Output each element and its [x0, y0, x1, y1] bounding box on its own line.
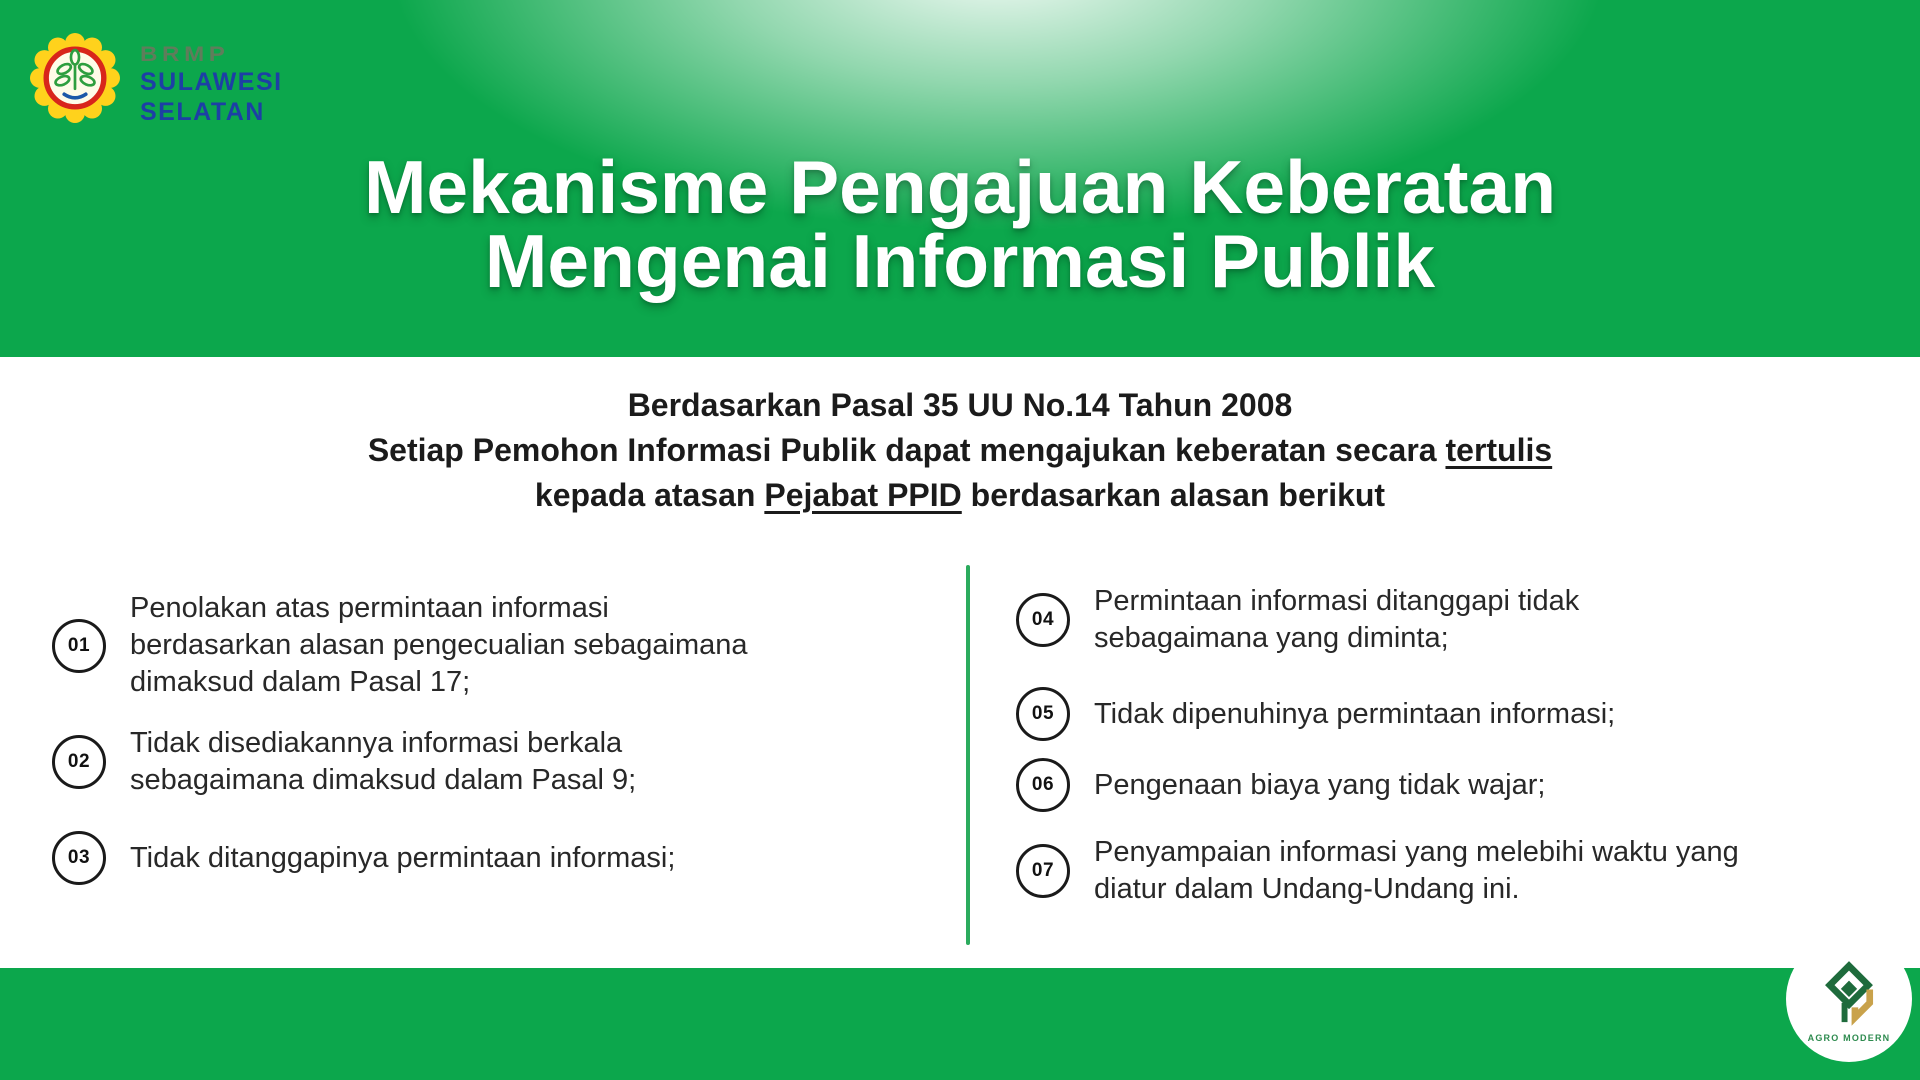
agro-modern-label: AGRO MODERN [1807, 1033, 1891, 1043]
number-badge: 02 [52, 735, 106, 789]
reason-text: Tidak ditanggapinya permintaan informasi; [130, 841, 676, 874]
legal-basis-line3-underlined: Pejabat PPID [764, 477, 962, 513]
list-item [1016, 687, 1754, 741]
ministry-flower-logo-icon [30, 32, 120, 124]
list-item [1016, 583, 1754, 657]
legal-basis-line3-post: berdasarkan alasan berikut [961, 477, 1386, 513]
list-item [52, 831, 770, 885]
footer-bar [0, 968, 1920, 1080]
number-badge: 04 [1016, 593, 1070, 647]
reason-text: Penyampaian informasi yang melebihi waktu yang diatur dalam Undang-Undang ini. [1094, 836, 1739, 905]
brand-region-line1: SULAWESI [140, 68, 283, 96]
number-badge: 03 [52, 831, 106, 885]
list-item [52, 590, 770, 701]
reason-text: Penolakan atas permintaan informasi berdasarkan alasan pengecualian sebagaimana dimaksud dalam Pasal 17; [130, 592, 748, 698]
legal-basis-line2 [0, 428, 1920, 473]
legal-basis-line1: Berdasarkan Pasal 35 UU No.14 Tahun 2008 [627, 387, 1293, 423]
page-title [0, 145, 1920, 303]
number-badge: 01 [52, 619, 106, 673]
legal-basis-line2-text: Setiap Pemohon Informasi Publik dapat mengajukan keberatan secara [367, 432, 1446, 468]
number-badge: 07 [1016, 844, 1070, 898]
agro-modern-mark-icon [1812, 957, 1886, 1031]
brand-logo-group [30, 32, 283, 125]
page-title-line2: Mengenai Informasi Publik [484, 219, 1436, 303]
brand-logo-text [140, 32, 283, 125]
agro-modern-logo [1786, 936, 1912, 1062]
legal-basis-text [0, 383, 1920, 518]
reason-text: Tidak dipenuhinya permintaan informasi; [1094, 697, 1616, 730]
list-item [1016, 834, 1754, 908]
legal-basis-line3 [0, 473, 1920, 518]
header-banner [0, 0, 1920, 357]
number-badge: 06 [1016, 758, 1070, 812]
number-badge: 05 [1016, 687, 1070, 741]
list-item [1016, 758, 1754, 812]
reason-text: Pengenaan biaya yang tidak wajar; [1094, 768, 1546, 801]
brand-region-line2: SELATAN [140, 98, 265, 126]
reason-text: Tidak disediakannya informasi berkala sebagaimana dimaksud dalam Pasal 9; [130, 727, 637, 796]
legal-basis-line3-text: kepada atasan [534, 477, 765, 513]
reason-text: Permintaan informasi ditanggapi tidak sebagaimana yang diminta; [1094, 585, 1580, 654]
page-title-line1: Mekanisme Pengajuan Keberatan [363, 145, 1557, 229]
brand-org-name: BRMP [140, 43, 230, 66]
column-divider [966, 565, 970, 945]
list-item [52, 725, 770, 799]
legal-basis-line2-underlined: tertulis [1445, 432, 1553, 468]
